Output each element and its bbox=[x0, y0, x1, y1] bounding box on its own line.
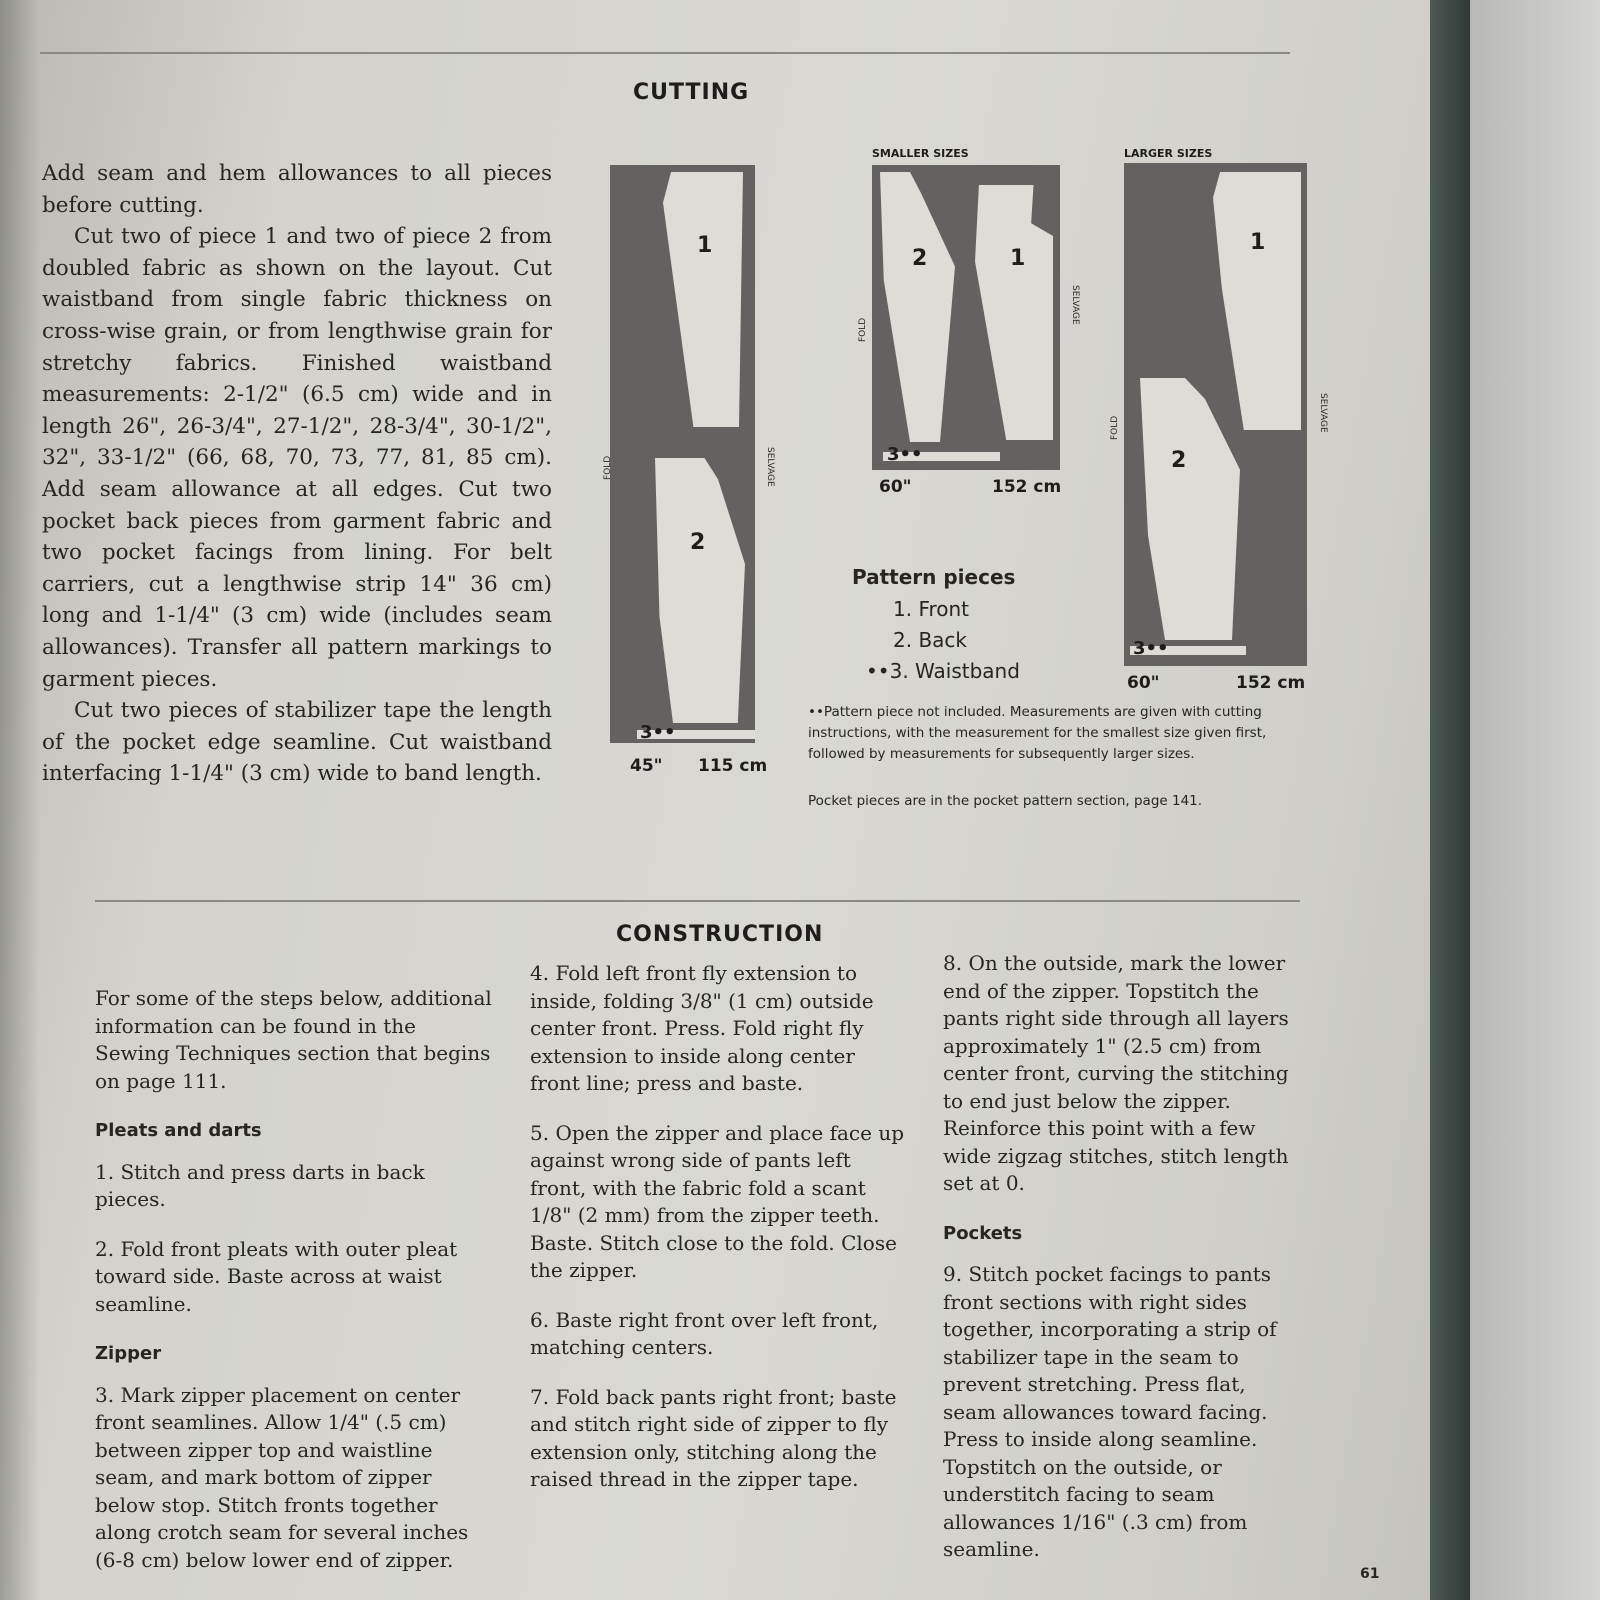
construction-column-3 bbox=[943, 950, 1303, 1586]
pleats-darts-heading: Pleats and darts bbox=[95, 1120, 262, 1141]
cutting-heading: CUTTING bbox=[633, 80, 750, 105]
layout-45-piece-3-label: 3•• bbox=[640, 722, 676, 743]
pattern-note: ••Pattern piece not included. Measurements are given with cutting instructions, with the measurement for the smallest size given first, followed by measurements for subsequently larger sizes. bbox=[808, 704, 1267, 762]
section-rule bbox=[95, 900, 1300, 902]
construction-intro: For some of the steps below, additional information can be found in the Sewing Techniques section that begins on page 111. bbox=[95, 986, 492, 1093]
construction-heading: CONSTRUCTION bbox=[616, 922, 824, 947]
construction-column-2 bbox=[530, 960, 910, 1516]
step-5: 5. Open the zipper and place face up against wrong side of pants left front, with the fabric fold a scant 1/8" (2 mm) from the zipper teeth. Baste. Stitch close to the fold. Close the zipper. bbox=[530, 1120, 905, 1282]
larger-dim-cm: 152 cm bbox=[1236, 673, 1306, 693]
zipper-heading: Zipper bbox=[95, 1343, 162, 1364]
smaller-dim-in: 60" bbox=[879, 477, 912, 497]
larger-piece-1-label: 1 bbox=[1250, 230, 1266, 255]
book-spine bbox=[1430, 0, 1470, 1600]
pattern-piece-front: 1. Front bbox=[893, 597, 970, 621]
cutting-paragraph-1: Add seam and hem allowances to all pieces before cutting. bbox=[42, 161, 552, 218]
background-surface bbox=[1470, 0, 1600, 1600]
larger-fold-label: FOLD bbox=[1110, 415, 1120, 440]
step-6: 6. Baste right front over left front, matching centers. bbox=[530, 1307, 879, 1359]
step-4: 4. Fold left front fly extension to inside, folding 3/8" (1 cm) outside center front. Press. Fold right fly extension to inside along center front line; press and baste. bbox=[530, 961, 874, 1095]
step-7: 7. Fold back pants right front; baste and stitch right side of zipper to fly extension only, stitching along the raised thread in the zipper tape. bbox=[530, 1384, 897, 1491]
pattern-piece-waistband: ••3. Waistband bbox=[866, 659, 1020, 683]
page-number: 61 bbox=[1360, 1566, 1380, 1582]
page-shadow bbox=[0, 0, 40, 1600]
layout-45-dim-in: 45" bbox=[630, 756, 663, 776]
layout-45-selvage-label: SELVAGE bbox=[765, 447, 775, 487]
top-rule bbox=[40, 52, 1290, 54]
larger-dim-in: 60" bbox=[1127, 673, 1160, 693]
smaller-fold-label: FOLD bbox=[858, 317, 868, 342]
construction-column-1 bbox=[95, 985, 495, 1596]
step-2: 2. Fold front pleats with outer pleat toward side. Baste across at waist seamline. bbox=[95, 1236, 458, 1316]
layout-45-fold-label: FOLD bbox=[603, 455, 613, 480]
larger-sizes-heading: LARGER SIZES bbox=[1124, 147, 1213, 160]
pattern-piece-back: 2. Back bbox=[893, 628, 967, 652]
step-8: 8. On the outside, mark the lower end of the zipper. Topstitch the pants right side through all layers approximately 1" (2.5 cm) from center front, curving the stitching to end just below the zipper. Reinforce this point with a few wide zigzag stitches, stitch length set at 0. bbox=[943, 951, 1289, 1195]
smaller-piece-1-label: 1 bbox=[1010, 246, 1026, 271]
pattern-pieces-title: Pattern pieces bbox=[852, 565, 1016, 589]
step-1: 1. Stitch and press darts in back pieces. bbox=[95, 1159, 425, 1211]
larger-piece-2-label: 2 bbox=[1171, 448, 1187, 473]
smaller-dim-cm: 152 cm bbox=[992, 477, 1062, 497]
layout-45-piece-2-label: 2 bbox=[690, 530, 706, 555]
smaller-piece-3-label: 3•• bbox=[887, 444, 923, 465]
larger-piece-3-label: 3•• bbox=[1133, 638, 1169, 659]
pockets-heading: Pockets bbox=[943, 1222, 1023, 1244]
cutting-paragraph-3: Cut two pieces of stabilizer tape the length of the pocket edge seamline. Cut waistband interfacing 1-1/4" (3 cm) wide to band length. bbox=[42, 698, 552, 787]
step-9: 9. Stitch pocket facings to pants front sections with right sides together, incorporating a strip of stabilizer tape in the seam to prevent stretching. Press flat, seam allowances toward facing. Press to inside along seamline. Topstitch on the outside, or understitch facing to seam allowances 1/16" (.3 cm) from seamline. bbox=[943, 1262, 1277, 1561]
smaller-sizes-heading: SMALLER SIZES bbox=[872, 147, 969, 160]
larger-selvage-label: SELVAGE bbox=[1318, 393, 1328, 433]
layout-45-dim-cm: 115 cm bbox=[698, 756, 768, 776]
layout-45-piece-1-label: 1 bbox=[697, 233, 713, 258]
smaller-piece-2-label: 2 bbox=[912, 246, 928, 271]
cutting-text bbox=[42, 158, 552, 790]
pocket-note: Pocket pieces are in the pocket pattern section, page 141. bbox=[808, 793, 1203, 809]
cutting-paragraph-2: Cut two of piece 1 and two of piece 2 from doubled fabric as shown on the layout. Cut waistband from single fabric thickness on cross-wise grain, or from lengthwise grain for stretchy fabrics. Finished waistband measurements: 2-1/2" (6.5 cm) wide and in length 26", 26-3/4", 27-1/2", 28-3/4", 30-1/2", 32", 33-1/2" (66, 68, 70, 73, 77, 81, 85 cm). Add seam allowance at all edges. Cut two pocket back pieces from garment fabric and two pocket facings from lining. For belt carriers, cut a lengthwise strip 14" 36 cm) long and 1-1/4" (3 cm) wide (includes seam allowances). Transfer all pattern markings to garment pieces. bbox=[42, 224, 552, 692]
step-3: 3. Mark zipper placement on center front seamlines. Allow 1/4" (.5 cm) between zipper top and waistline seam, and mark bottom of zipper below stop. Stitch fronts together along crotch seam for several inches (6-8 cm) below lower end of zipper. bbox=[95, 1382, 469, 1572]
smaller-selvage-label: SELVAGE bbox=[1070, 285, 1080, 325]
